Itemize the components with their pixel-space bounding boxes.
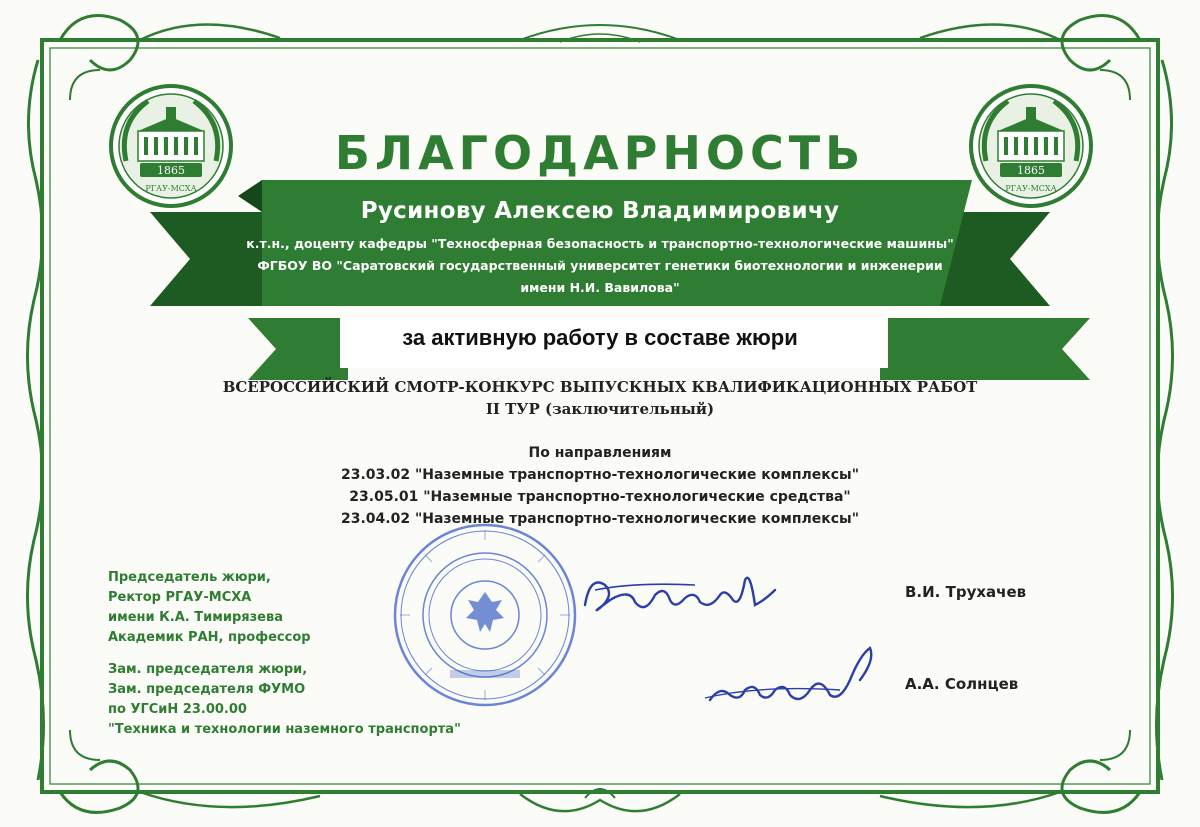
signer-chairman-role: Председатель жюри, Ректор РГАУ-МСХА имени К.А. Тимирязева Академик РАН, профессор — [108, 570, 311, 645]
contest-stage: II ТУР (заключительный) — [485, 400, 715, 418]
directions-heading: По направлениям — [528, 445, 672, 461]
direction-item: 23.05.01 "Наземные транспортно-технологические средства" — [349, 489, 851, 505]
recipient-position: к.т.н., доценту кафедры "Техносферная безопасность и транспортно-технологические машины" — [246, 236, 954, 251]
signer-chairman-name: В.И. Трухачев — [905, 583, 1027, 601]
svg-text:РГАУ-МСХА: РГАУ-МСХА — [145, 184, 197, 193]
recipient-name: Русинову Алексею Владимировичу — [360, 198, 840, 224]
signer-deputy-name: А.А. Солнцев — [905, 675, 1019, 693]
certificate-title: БЛАГОДАРНОСТЬ — [334, 126, 866, 180]
signature-trukhachev — [575, 560, 785, 630]
green-ribbon — [0, 0, 1200, 380]
recipient-organization-line2: имени Н.И. Вавилова" — [520, 280, 680, 295]
svg-text:1865: 1865 — [1017, 164, 1045, 177]
signer-deputy-role: Зам. председателя жюри, Зам. председателя ФУМО по УГСиН 23.00.00 "Техника и технологии наземного транспорта" — [108, 662, 461, 737]
recipient-organization-line1: ФГБОУ ВО "Саратовский государственный университет генетики биотехнологии и инженерии — [257, 258, 943, 273]
direction-item: 23.03.02 "Наземные транспортно-технологические комплексы" — [340, 467, 860, 483]
svg-text:РГАУ-МСХА: РГАУ-МСХА — [1005, 184, 1057, 193]
direction-item: 23.04.02 "Наземные транспортно-технологические комплексы" — [340, 511, 860, 527]
contest-name: ВСЕРОССИЙСКИЙ СМОТР-КОНКУРС ВЫПУСКНЫХ КВАЛИФИКАЦИОННЫХ РАБОТ — [222, 378, 978, 396]
award-reason: за активную работу в составе жюри — [402, 325, 798, 350]
signature-solntsev — [700, 640, 880, 720]
svg-text:1865: 1865 — [157, 164, 185, 177]
